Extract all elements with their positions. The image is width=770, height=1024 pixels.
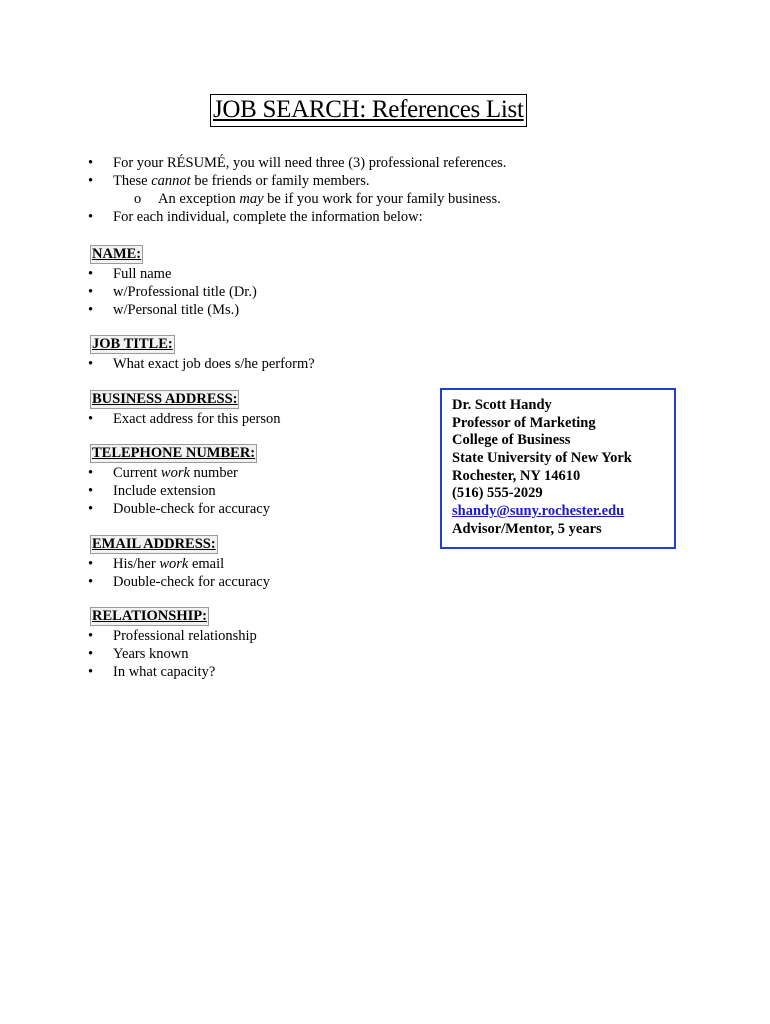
section-name xyxy=(88,246,257,319)
bullet-icon: • xyxy=(88,664,94,680)
list-item: • His/her work email xyxy=(88,556,225,572)
document-page: JOB SEARCH: References List • For your RÉSUMÉ, you will need three (3) professional references. • These cannot be friends or family members. o An exception may be if you work for your family business. • For each individual, complete the information below: NAME: • Full name • w/Professional title (Dr.) • w/Personal title (Ms.) JOB TITLE: • What exact job does s/he perform? BUSINESS ADDRESS: • Exact address for this person TELEPHONE NUMBER: • Current work number • Include extension • Double-check for accuracy EMAIL ADDRESS: • His/her work email • Double-check for accuracy RELATIONSHIP: • Professional relationship • Years known • In what capacity? Dr. Scott Handy Professor of Marketing College of Business State University of New York Rochester, NY 14610 (516) 555-2029 shandy@suny.rochester.edu Advisor/Mentor, 5 years xyxy=(0,0,770,1024)
section-business-address xyxy=(88,391,281,428)
bullet-icon: • xyxy=(88,501,94,517)
sub-bullet-icon: o xyxy=(134,191,142,207)
list-item: • Years known xyxy=(88,646,189,662)
list-item: • w/Professional title (Dr.) xyxy=(88,284,257,300)
bullet-icon: • xyxy=(88,266,94,282)
reference-relationship: Advisor/Mentor, 5 years xyxy=(452,520,602,537)
reference-phone: (516) 555-2029 xyxy=(452,485,543,502)
section-email xyxy=(88,536,270,591)
section-heading: JOB TITLE: xyxy=(92,336,173,352)
section-relationship xyxy=(88,608,257,681)
bullet-icon: • xyxy=(88,209,94,225)
list-item: • Current work number xyxy=(88,465,238,481)
bullet-icon: • xyxy=(88,628,94,644)
reference-city: Rochester, NY 14610 xyxy=(452,467,581,484)
bullet-icon: • xyxy=(88,284,94,300)
list-item: • Professional relationship xyxy=(88,628,257,644)
bullet-icon: • xyxy=(88,646,94,662)
list-item: • Double-check for accuracy xyxy=(88,501,270,517)
reference-college: College of Business xyxy=(452,432,571,449)
list-item: • Exact address for this person xyxy=(88,411,281,427)
bullet-icon: • xyxy=(88,556,94,572)
list-item: • w/Personal title (Ms.) xyxy=(88,302,240,318)
bullet-icon: • xyxy=(88,155,94,171)
list-item: • Include extension xyxy=(88,483,216,499)
section-heading: RELATIONSHIP: xyxy=(92,608,207,624)
page-title: JOB SEARCH: References List xyxy=(210,94,527,127)
section-heading: EMAIL ADDRESS: xyxy=(92,536,216,552)
example-reference-card xyxy=(440,388,676,549)
bullet-icon: • xyxy=(88,465,94,481)
list-item: • Full name xyxy=(88,266,172,282)
reference-title: Professor of Marketing xyxy=(452,414,596,431)
list-item: • What exact job does s/he perform? xyxy=(88,356,315,372)
bullet-icon: • xyxy=(88,302,94,318)
bullet-icon: • xyxy=(88,356,94,372)
bullet-icon: • xyxy=(88,483,94,499)
list-item: • In what capacity? xyxy=(88,664,216,680)
reference-email-link[interactable]: shandy@suny.rochester.edu xyxy=(452,503,625,520)
section-heading: NAME: xyxy=(92,246,142,262)
bullet-icon: • xyxy=(88,411,94,427)
section-job-title xyxy=(88,336,315,373)
section-heading: TELEPHONE NUMBER: xyxy=(92,445,256,461)
section-heading: BUSINESS ADDRESS: xyxy=(92,391,238,407)
list-item: • Double-check for accuracy xyxy=(88,574,270,590)
reference-name: Dr. Scott Handy xyxy=(452,397,552,413)
reference-university: State University of New York xyxy=(452,450,632,467)
bullet-icon: • xyxy=(88,173,94,189)
bullet-icon: • xyxy=(88,574,94,590)
section-telephone xyxy=(88,445,270,518)
